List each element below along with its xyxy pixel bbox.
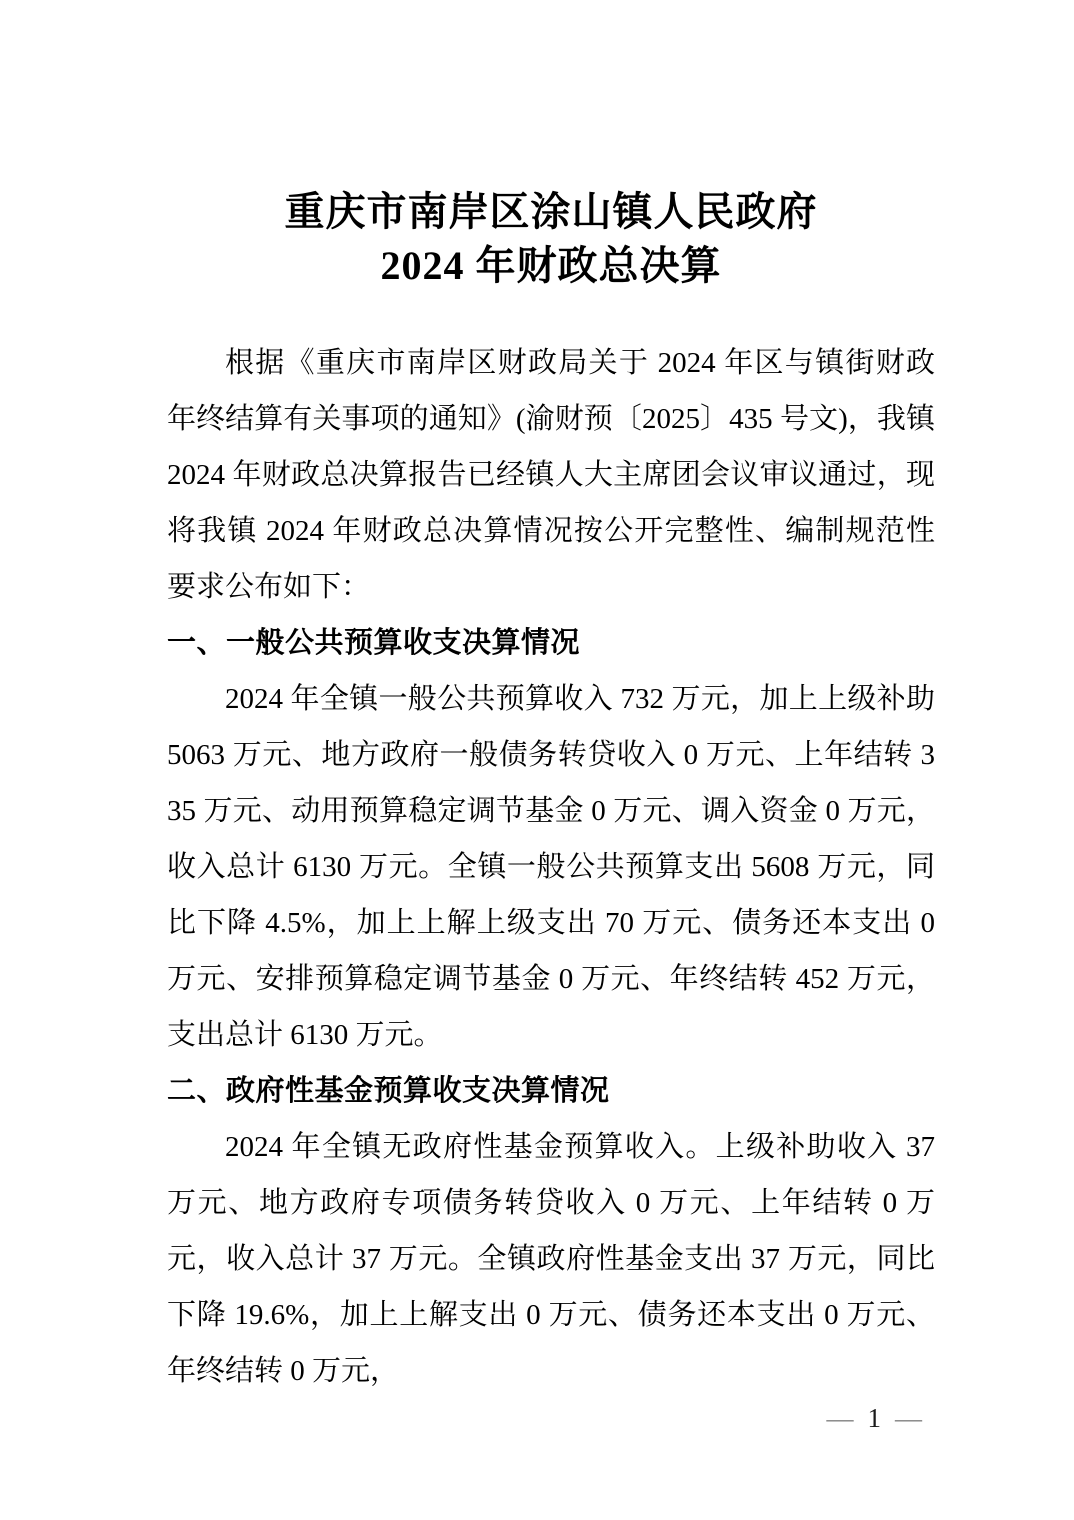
page-footer — [827, 1402, 923, 1434]
page-number: 1 — [867, 1403, 881, 1433]
section-2-heading: 二、政府性基金预算收支决算情况 — [167, 1075, 610, 1107]
footer-dash-left: — — [826, 1403, 854, 1433]
section-1-heading: 一、一般公共预算收支决算情况 — [167, 627, 581, 659]
section-1-paragraph: 2024 年全镇一般公共预算收入 732 万元，加上上级补助 5063 万元、地方政府一般债务转贷收入 0 万元、上年结转 335 万元、动用预算稳定调节基金 0 万元、调入资金 0 万元，收入总计 6130 万元。全镇一般公共预算支出 5608 万元，同比下降 4.5%，加上上解上级支出 70 万元、债务还本支出 0 万元、安排预算稳定调节基金 0 万元、年终结转 452 万元，支出总计 6130 万元。 — [167, 683, 935, 1051]
intro-paragraph: 根据《重庆市南岸区财政局关于 2024 年区与镇街财政年终结算有关事项的通知》(渝财预〔2025〕435 号文)，我镇 2024 年财政总决算报告已经镇人大主席团会议审议通过，现将我镇 2024 年财政总决算情况按公开完整性、编制规范性要求公布如下： — [167, 347, 935, 603]
title-line-2: 2024 年财政总决算 — [380, 243, 722, 288]
section-2-paragraph: 2024 年全镇无政府性基金预算收入。上级补助收入 37 万元、地方政府专项债务转贷收入 0 万元、上年结转 0 万元，收入总计 37 万元。全镇政府性基金支出 37 万元，同比下降 19.6%，加上上解支出 0 万元、债务还本支出 0 万元、年终结转 0 万元， — [167, 1131, 935, 1387]
document-title — [167, 185, 935, 293]
title-line-1: 重庆市南岸区涂山镇人民政府 — [284, 189, 818, 234]
footer-dash-right: — — [895, 1403, 922, 1433]
